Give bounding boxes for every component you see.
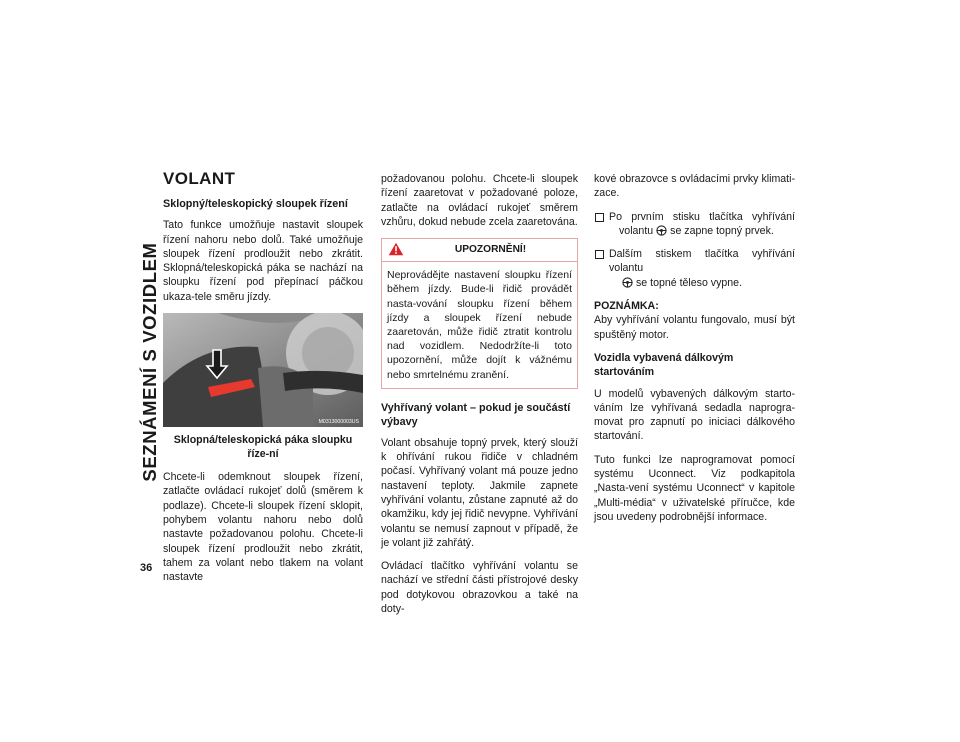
checkbox-bullet-icon	[595, 213, 604, 222]
note-text: Aby vyhřívání volantu fungovalo, musí být spuštěný motor.	[594, 314, 795, 341]
subheading-remote-start: Vozidla vybavená dálkovým startováním	[594, 351, 734, 379]
side-title-text: SEZNÁMENÍ S VOZIDLEM	[139, 242, 160, 482]
bullet-text-part: se topné těleso vypne.	[636, 276, 743, 289]
bullet-line-2	[609, 224, 795, 238]
paragraph: Volant obsahuje topný prvek, který slouží k ohřívání rukou řidiče v chladném počasí. Vyhřívaný volant má pouze jedno nastavení teploty. Jakmile zapnete vyhřívání volantu, zůstane zapnuté až do okamžiku, kdy jej řidič nevypne. Vyhřívání volantu se nemusí zapnout v případě, že je volant již zahřátý.	[381, 436, 578, 549]
column-3	[594, 172, 795, 533]
figure-code: M0313000003US	[318, 419, 359, 426]
column-2	[381, 172, 578, 625]
warning-box	[381, 238, 578, 389]
column-1	[163, 169, 363, 593]
bullet-text-part: volantu	[619, 224, 654, 237]
figure-svg	[163, 313, 363, 427]
list-item	[594, 247, 795, 290]
warning-header	[382, 239, 577, 262]
warning-triangle-icon	[388, 242, 404, 256]
paragraph: Ovládací tlačítko vyhřívání volantu se nachází ve střední části přístrojové desky pod dotykovou obrazovkou a také na doty-	[381, 560, 578, 616]
paragraph: kové obrazovce s ovládacími prvky klimati-zace.	[594, 173, 795, 200]
page-number: 36	[140, 562, 153, 574]
note-title: POZNÁMKA:	[594, 300, 659, 313]
checkbox-bullet-icon	[595, 250, 604, 259]
subheading-heated-wheel: Vyhřívaný volant – pokud je součástí výbavy	[381, 401, 571, 428]
heated-steering-wheel-icon	[656, 225, 667, 236]
bullet-line-2	[609, 276, 795, 290]
section-title: VOLANT	[163, 169, 236, 188]
steering-column-lever-figure	[163, 313, 363, 427]
paragraph: U modelů vybavených dálkovým starto-váním lze vyhřívaná sedadla naprogra-movat pro zapnutí po iniciaci dálkového startování.	[594, 387, 795, 443]
bullet-line: Dalším stiskem tlačítka vyhřívání volantu	[609, 248, 795, 275]
bullet-text-part: se zapne topný prvek.	[670, 224, 774, 237]
paragraph: Tuto funkci lze naprogramovat pomocí systému Uconnect. Viz podkapitola „Nasta-vení systému Uconnect“ v kapitole „Multi-média“ v uživatelské příručce, kde jsou uvedeny podrobnější informace.	[594, 453, 795, 523]
heated-steering-wheel-icon	[622, 277, 633, 288]
paragraph: požadovanou polohu. Chcete-li sloupek řízení zaaretovat v požadované poloze, zatlačte na ovládací rukojeť směrem vzhůru, dokud nebude zcela zaaretována.	[381, 173, 578, 228]
list-item	[594, 210, 795, 239]
figure-caption: Sklopná/teleskopická páka sloupku říze-ní	[173, 434, 353, 461]
warning-title: UPOZORNĚNÍ!	[454, 244, 527, 256]
warning-text: Neprovádějte nastavení sloupku řízení během jízdy. Bude-li řidič provádět nasta-vování sloupku řízení během jízdy a sloupek řízení nebude zaaretován, může řidič ztratit kontrolu nad vozidlem. Nedodržíte-li toto upozornění, může dojít k vážnému nebo smrtelnému zranění.	[387, 269, 572, 381]
paragraph: Chcete-li odemknout sloupek řízení, zatlačte ovládací rukojeť dolů (směrem k podlaze). Chcete-li sloupek řízení sklopit, pohybem volantu nahoru nebo dolů nastavte požadovanou polohu. Chcete-li sloupek řízení prodloužit nebo zkrátit, tahem za volant nebo tlakem na volant nastavte	[163, 471, 363, 584]
subheading-tilt-telescopic: Sklopný/teleskopický sloupek řízení	[163, 198, 348, 211]
paragraph: Tato funkce umožňuje nastavit sloupek řízení nahoru nebo dolů. Také umožňuje sloupek řízení prodloužit nebo zkrátit. Sklopná/teleskopická páka se nachází na sloupku řízení pod přepínací páčkou ukaza-tele směru jízdy.	[163, 219, 363, 303]
bullet-line: Po prvním stisku tlačítka vyhřívání	[609, 210, 795, 223]
